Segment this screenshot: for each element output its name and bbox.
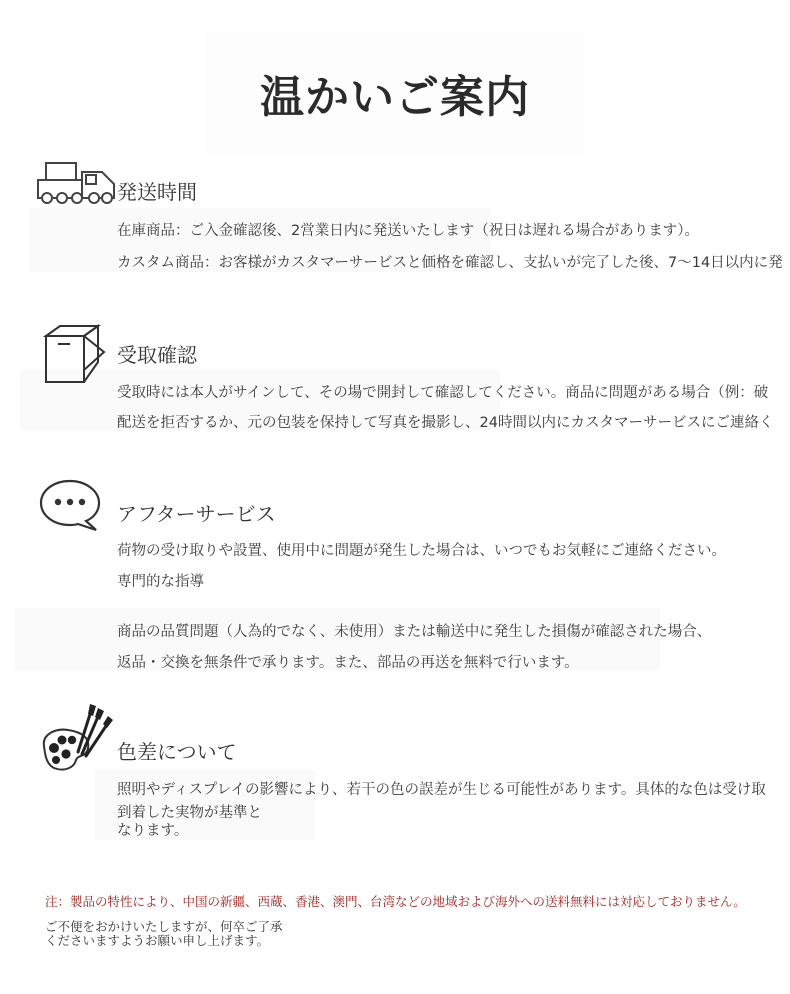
- color-heading: 色差について: [117, 740, 237, 764]
- title-banner: [205, 30, 585, 155]
- shipping-line-1: 在庫商品：ご入金確認後、2営業日内に発送いたします（祝日は遅れる場合があります）。: [117, 223, 699, 239]
- receipt-heading: 受取確認: [117, 343, 197, 367]
- receipt-line-2: 配送を拒否するか、元の包装を保持して写真を撮影し、24時間以内にカスタマーサービスにご連絡く: [117, 415, 774, 431]
- box-icon: [40, 322, 112, 386]
- aftersales-heading: アフターサービス: [117, 502, 276, 526]
- truck-icon: [36, 160, 120, 206]
- shipping-heading: 発送時間: [117, 180, 197, 204]
- receipt-line-1: 受取時には本人がサインして、その場で開封して確認してください。商品に問題がある場合（例：破: [117, 385, 769, 401]
- aftersales-line-3: 商品の品質問題（人為的でなく、未使用）または輸送中に発生した損傷が確認された場合、: [117, 624, 712, 640]
- color-line-1: 照明やディスプレイの影響により、若干の色の誤差が生じる可能性があります。具体的な色は受け取: [117, 782, 766, 798]
- aftersales-line-4: 返品・交換を無条件で承ります。また、部品の再送を無料で行います。: [117, 655, 579, 671]
- palette-icon: [38, 702, 118, 774]
- apology-note: ご不便をおかけいたしますが、何卒ご了承くださいますようお願い申し上げます。: [45, 919, 283, 948]
- aftersales-line-1: 荷物の受け取りや設置、使用中に問題が発生した場合は、いつでもお気軽にご連絡ください。: [117, 543, 726, 559]
- color-line-3: なります。: [117, 823, 189, 839]
- shipping-restriction-note: 注：製品の特性により、中国の新疆、西蔵、香港、澳門、台湾などの地域および海外への送料無料には対応しておりません。: [45, 894, 746, 909]
- page-title: 温かいご案内: [260, 71, 530, 123]
- shipping-line-2: カスタム商品：お客様がカスタマーサービスと価格を確認し、支払いが完了した後、7〜14日以内に発: [117, 255, 783, 271]
- aftersales-line-2: 専門的な指導: [117, 574, 204, 590]
- chat-bubble-icon: [38, 478, 104, 532]
- color-line-2: 到着した実物が基準と: [117, 805, 262, 821]
